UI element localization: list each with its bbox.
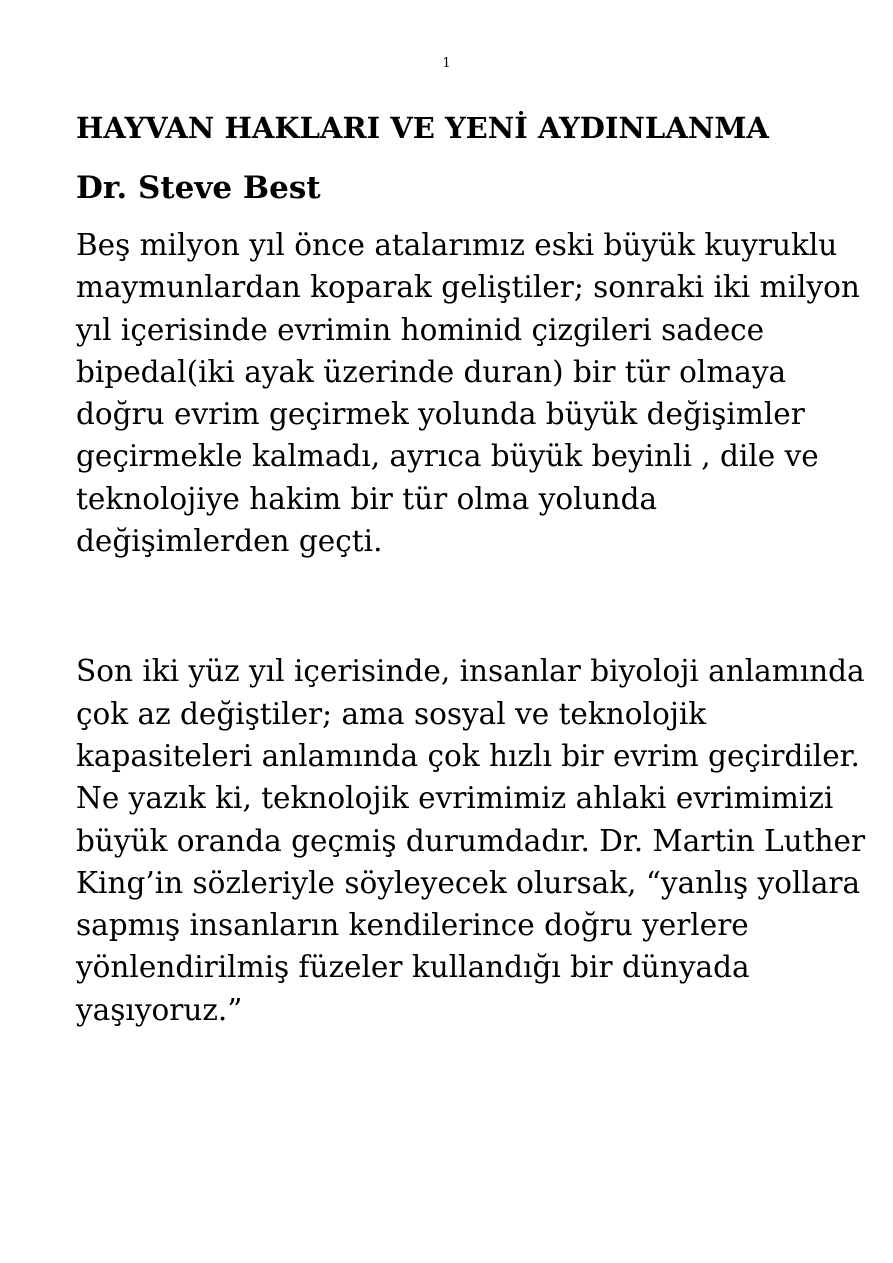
- paragraph: Son iki yüz yıl içerisinde, insanlar biyoloji anlamında çok az değiştiler; ama sosyal ve teknolojik kapasiteleri anlamında çok hızlı bir evrim geçirdiler. Ne yazık ki, teknolojik evrimimiz ahlaki evrimimizi büyük oranda geçmiş durumdadır. Dr. Martin Luther King’in sözleriyle söyleyecek olursak, “yanlış yollara sapmış insanların kendilerince doğru yerlere yönlendirilmiş füzeler kullandığı bir dünyada yaşıyoruz.”: [76, 654, 866, 1027]
- page-number: 1: [442, 56, 451, 71]
- document-author: Dr. Steve Best: [76, 170, 321, 206]
- paragraph: Beş milyon yıl önce atalarımız eski büyük kuyruklu maymunlardan koparak geliştiler; sonraki iki milyon yıl içerisinde evrimin hominid çizgileri sadece bipedal(iki ayak üzerinde duran) bir tür olmaya doğru evrim geçirmek yolunda büyük değişimler geçirmekle kalmadı, ayrıca büyük beyinli , dile ve teknolojiye hakim bir tür olma yolunda değişimlerden geçti.: [76, 228, 860, 559]
- document-title: HAYVAN HAKLARI VE YENİ AYDINLANMA: [76, 111, 769, 145]
- document-body: [76, 106, 866, 1031]
